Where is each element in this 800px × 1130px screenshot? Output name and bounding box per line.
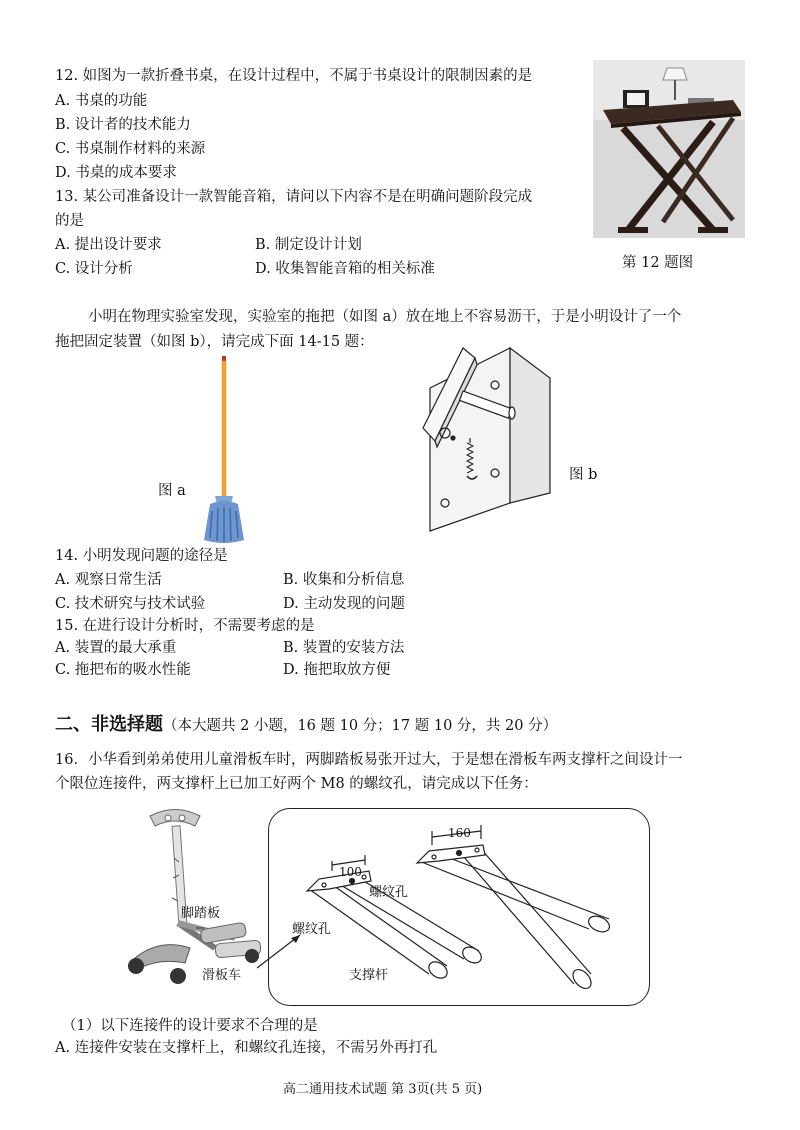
q16-stem-line1: 16．小华看到弟弟使用儿童滑板车时，两脚踏板易张开过大，于是想在滑板车两支撑杆之间设计一 [55, 752, 683, 768]
q14-option-a: A. 观察日常生活 [55, 572, 162, 588]
pedal-label: 脚踏板 [181, 906, 221, 921]
thread-hole-label-2: 螺纹孔 [292, 922, 332, 937]
scooter-label: 滑板车 [202, 968, 242, 983]
figure-a-label: 图 a [158, 483, 186, 499]
q13-option-c: C. 设计分析 [55, 261, 133, 277]
q14-option-d: D. 主动发现的问题 [283, 596, 405, 612]
q13-stem-line2: 的是 [55, 213, 84, 229]
callout-arrow [255, 930, 315, 970]
intro-line1: 小明在物理实验室发现，实验室的拖把（如图 a）放在地上不容易沥干，于是小明设计了一个 [88, 309, 682, 325]
q15-option-b: B. 装置的安装方法 [283, 640, 405, 656]
dim-160-label: 160 [448, 826, 471, 840]
q14-stem: 14. 小明发现问题的途径是 [55, 548, 228, 564]
mop-holder-figure-b [415, 343, 555, 533]
q12-option-c: C. 书桌制作材料的来源 [55, 141, 206, 157]
q13-stem-line1: 13. 某公司准备设计一款智能音箱，请问以下内容不是在明确问题阶段完成 [55, 189, 533, 205]
q12-option-d: D. 书桌的成本要求 [55, 165, 177, 181]
q13-option-a: A. 提出设计要求 [55, 237, 162, 253]
folding-desk-photo [593, 60, 745, 238]
q15-option-c: C. 拖把布的吸水性能 [55, 662, 191, 678]
q15-option-a: A. 装置的最大承重 [55, 640, 177, 656]
q14-option-c: C. 技术研究与技术试验 [55, 596, 206, 612]
mop-figure-a [200, 356, 250, 546]
q13-option-b: B. 制定设计计划 [255, 237, 362, 253]
intro-line2: 拖把固定装置（如图 b），请完成下面 14-15 题： [55, 334, 374, 350]
figure-b-label: 图 b [569, 467, 598, 483]
support-rod-label: 支撑杆 [349, 968, 389, 983]
q12-option-b: B. 设计者的技术能力 [55, 117, 191, 133]
q16-sub1-option-a: A. 连接件安装在支撑杆上，和螺纹孔连接，不需另外再打孔 [55, 1040, 438, 1056]
page-footer: 高二通用技术试题 第 3页(共 5 页) [283, 1082, 483, 1097]
section-2-note: （本大题共 2 小题，16 题 10 分；17 题 10 分，共 20 分） [163, 718, 558, 734]
q16-sub1-stem: （1）以下连接件的设计要求不合理的是 [62, 1018, 318, 1034]
q14-option-b: B. 收集和分析信息 [283, 572, 405, 588]
section-2-title: 二、非选择题 [55, 714, 163, 735]
q15-option-d: D. 拖把取放方便 [283, 662, 391, 678]
q13-option-d: D. 收集智能音箱的相关标准 [255, 261, 435, 277]
q12-stem: 12. 如图为一款折叠书桌，在设计过程中，不属于书桌设计的限制因素的是 [55, 68, 533, 84]
q12-figure-caption: 第 12 题图 [622, 255, 694, 271]
q16-stem-line2: 个限位连接件，两支撑杆上已加工好两个 M8 的螺纹孔，请完成以下任务： [55, 776, 538, 792]
q15-stem: 15. 在进行设计分析时，不需要考虑的是 [55, 618, 315, 634]
section-2-heading [55, 713, 557, 738]
q12-option-a: A. 书桌的功能 [55, 93, 148, 109]
thread-hole-label-1: 螺纹孔 [369, 885, 409, 900]
dim-100-label: 100 [339, 865, 362, 879]
